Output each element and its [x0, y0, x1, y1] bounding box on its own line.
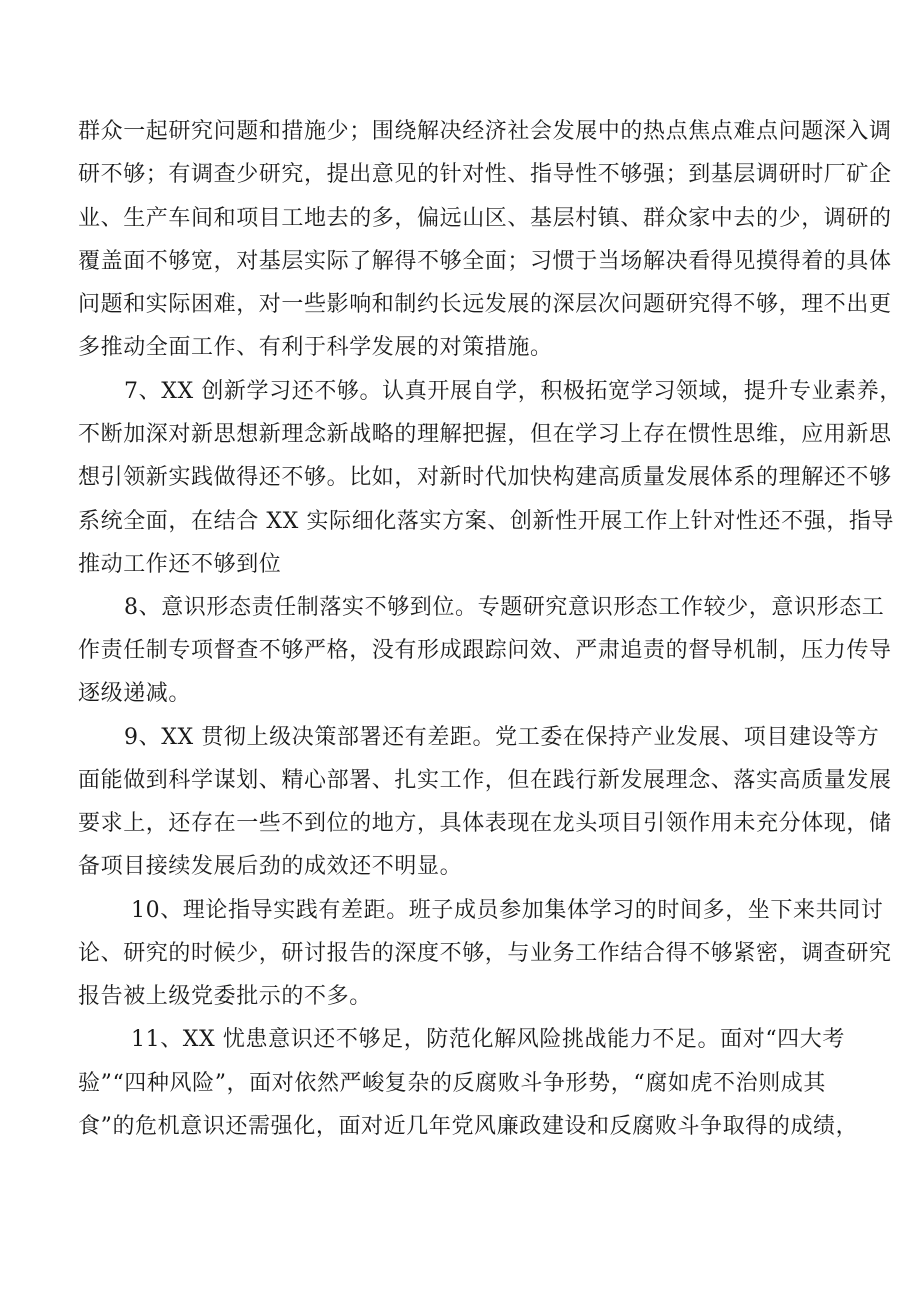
- text-line: 逐级递减。: [78, 681, 192, 706]
- text-line: 想引领新实践做得还不够。比如，对新时代加快构建高质量发展体系的理解还不够: [78, 465, 892, 490]
- text-line: 作责任制专项督查不够严格，没有形成跟踪问效、严肃追责的督导机制，压力传导: [78, 638, 892, 663]
- text-line: 不断加深对新思想新理念新战略的理解把握，但在学习上存在惯性思维，应用新思: [78, 422, 892, 447]
- text-line: 10、理论指导实践有差距。班子成员参加集体学习的时间多，坐下来共同讨: [131, 898, 884, 923]
- text-line: 备项目接续发展后劲的成效还不明显。: [78, 854, 463, 879]
- text-line: 11、XX 忧患意识还不够足，防范化解风险挑战能力不足。面对“四大考: [131, 1027, 845, 1052]
- text-line: 群众一起研究问题和措施少；围绕解决经济社会发展中的热点焦点难点问题深入调: [78, 119, 892, 144]
- text-line: 7、XX 创新学习还不够。认真开展自学，积极拓宽学习领域，提升专业素养，: [124, 379, 902, 404]
- text-line: 要求上，还存在一些不到位的地方，具体表现在龙头项目引领作用未充分体现，储: [78, 811, 892, 836]
- text-line: 验”“四种风险”，面对依然严峻复杂的反腐败斗争形势，“腐如虎不治则成其: [78, 1071, 826, 1096]
- text-line: 系统全面，在结合 XX 实际细化落实方案、创新性开展工作上针对性还不强，指导: [78, 509, 895, 534]
- text-line: 问题和实际困难，对一些影响和制约长远发展的深层次问题研究得不够，理不出更: [78, 292, 892, 317]
- text-line: 多推动全面工作、有利于科学发展的对策措施。: [78, 335, 553, 360]
- text-line: 业、生产车间和项目工地去的多，偏远山区、基层村镇、群众家中去的少，调研的: [78, 206, 892, 231]
- text-line: 研不够；有调查少研究，提出意见的针对性、指导性不够强；到基层调研时厂矿企: [78, 162, 892, 187]
- text-line: 8、意识形态责任制落实不够到位。专题研究意识形态工作较少，意识形态工: [124, 595, 885, 620]
- text-line: 食”的危机意识还需强化，面对近几年党风廉政建设和反腐败斗争取得的成绩，: [78, 1114, 859, 1139]
- text-line: 论、研究的时候少，研讨报告的深度不够，与业务工作结合得不够紧密，调查研究: [78, 941, 892, 966]
- text-line: 面能做到科学谋划、精心部署、扎实工作，但在践行新发展理念、落实高质量发展: [78, 768, 892, 793]
- text-line: 覆盖面不够宽，对基层实际了解得不够全面；习惯于当场解决看得见摸得着的具体: [78, 249, 892, 274]
- text-line: 推动工作还不够到位: [78, 552, 282, 577]
- text-line: 9、XX 贯彻上级决策部署还有差距。党工委在保持产业发展、项目建设等方: [124, 725, 880, 750]
- text-line: 报告被上级党委批示的不多。: [78, 984, 372, 1009]
